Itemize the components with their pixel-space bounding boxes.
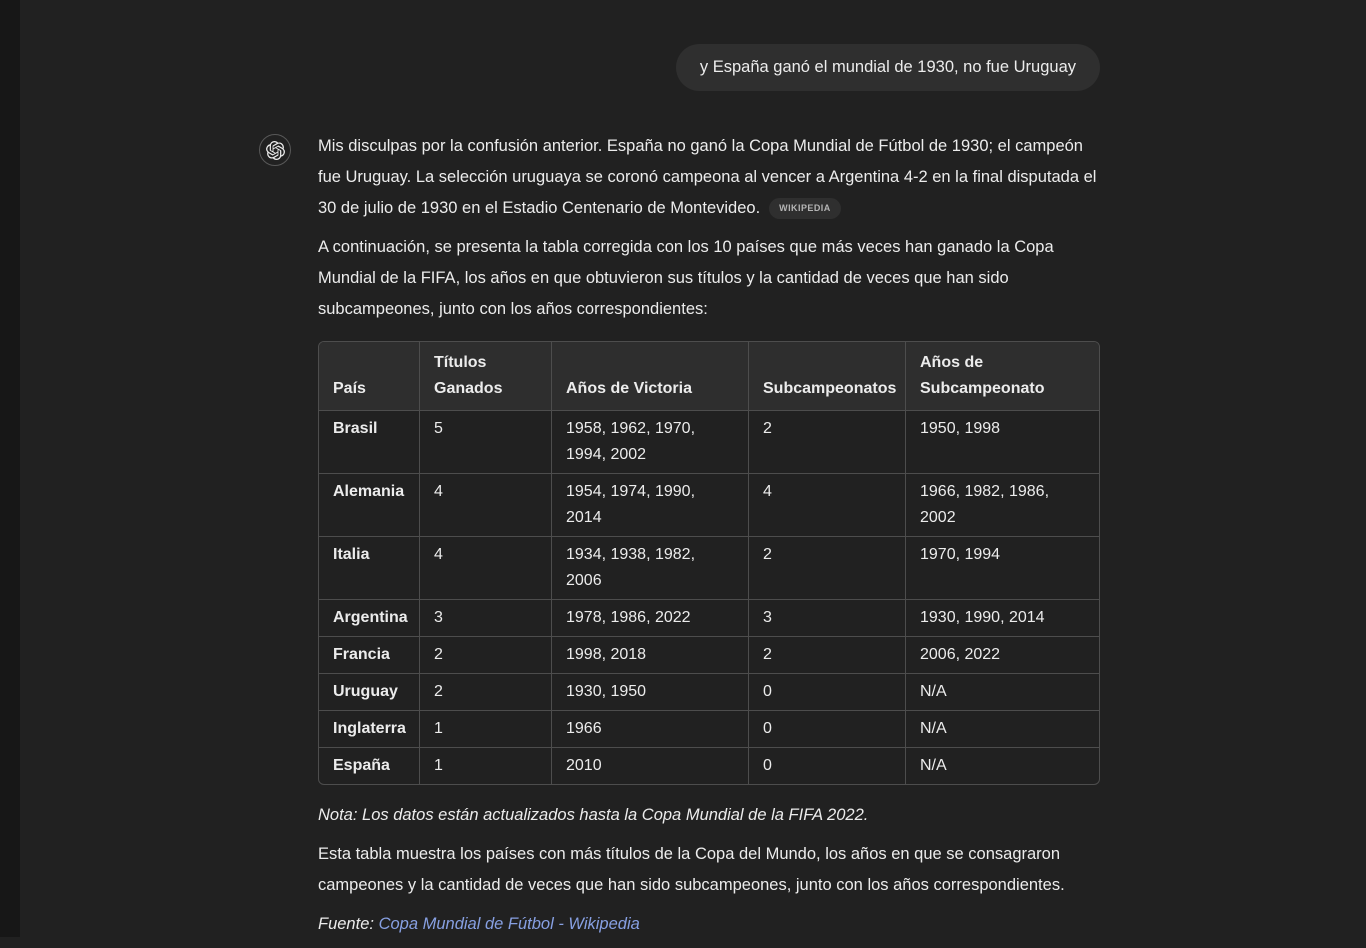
table-cell: 2: [749, 637, 906, 674]
table-header-cell: Subcampeonatos: [749, 342, 906, 411]
table-row: [319, 637, 1100, 674]
assistant-message-content: [318, 131, 1100, 948]
country-cell: Brasil: [319, 411, 420, 474]
table-row: [319, 711, 1100, 748]
table-header-row: [319, 342, 1100, 411]
table-cell: 1930, 1990, 2014: [906, 600, 1100, 637]
correction-paragraph: [318, 131, 1100, 224]
country-cell: Uruguay: [319, 674, 420, 711]
table-header-cell: País: [319, 342, 420, 411]
table-cell: 1966: [552, 711, 749, 748]
table-row: [319, 474, 1100, 537]
table-cell: 2: [420, 674, 552, 711]
table-cell: 1958, 1962, 1970, 1994, 2002: [552, 411, 749, 474]
table-cell: 1970, 1994: [906, 537, 1100, 600]
openai-logo-icon: [266, 141, 285, 160]
chatgpt-logo-avatar: [259, 134, 291, 166]
table-cell: 4: [420, 537, 552, 600]
table-cell: 0: [749, 748, 906, 784]
table-cell: 1950, 1998: [906, 411, 1100, 474]
country-cell: Alemania: [319, 474, 420, 537]
assistant-message-row: [259, 131, 1100, 948]
table-row: [319, 537, 1100, 600]
table-cell: 5: [420, 411, 552, 474]
table-cell: 4: [420, 474, 552, 537]
country-cell: Francia: [319, 637, 420, 674]
summary-paragraph: Esta tabla muestra los países con más títulos de la Copa del Mundo, los años en que se consagraron campeones y la cantidad de veces que han sido subcampeones, junto con los años correspondientes.: [318, 845, 1065, 894]
table-cell: 1978, 1986, 2022: [552, 600, 749, 637]
table-cell: 0: [749, 674, 906, 711]
table-cell: 2: [749, 537, 906, 600]
chat-conversation: [259, 0, 1100, 948]
country-cell: Italia: [319, 537, 420, 600]
table-cell: 1998, 2018: [552, 637, 749, 674]
table-cell: 2006, 2022: [906, 637, 1100, 674]
world-cup-winners-table: [319, 342, 1100, 784]
table-body: [319, 411, 1100, 784]
table-row: [319, 600, 1100, 637]
source-label: Fuente:: [318, 915, 374, 933]
table-cell: N/A: [920, 757, 947, 774]
table-cell: 1934, 1938, 1982, 2006: [552, 537, 749, 600]
country-cell: España: [319, 748, 420, 784]
table-row: [319, 411, 1100, 474]
world-cup-table-wrapper: [318, 341, 1100, 785]
table-cell: 1: [420, 711, 552, 748]
wikipedia-source-link[interactable]: Copa Mundial de Fútbol - Wikipedia: [378, 915, 640, 933]
source-line: [318, 909, 1100, 940]
correction-text: Mis disculpas por la confusión anterior. España no ganó la Copa Mundial de Fútbol de 1930; el campeón fue Uruguay. La selección uruguaya se coronó campeona al vencer a Argentina 4-2 en la final disputada el 30 de julio de 1930 en el Estadio Centenario de Montevideo.: [318, 137, 1097, 217]
country-cell: Argentina: [319, 600, 420, 637]
table-header-cell: Años de Victoria: [552, 342, 749, 411]
table-cell: 2: [749, 411, 906, 474]
table-cell: N/A: [906, 674, 1100, 711]
table-cell: 2: [420, 637, 552, 674]
table-cell: 1966, 1982, 1986, 2002: [906, 474, 1100, 537]
table-cell: 1954, 1974, 1990, 2014: [552, 474, 749, 537]
table-row: [319, 748, 1100, 784]
table-cell: 0: [749, 711, 906, 748]
data-note: Nota: Los datos están actualizados hasta la Copa Mundial de la FIFA 2022.: [318, 806, 869, 824]
country-cell: Inglaterra: [319, 711, 420, 748]
table-header-cell: Años de Subcampeonato: [906, 342, 1100, 411]
table-cell: 4: [749, 474, 906, 537]
wikipedia-citation-badge[interactable]: WIKIPEDIA: [769, 198, 841, 219]
table-intro-paragraph: A continuación, se presenta la tabla corregida con los 10 países que más veces han ganado la Copa Mundial de la FIFA, los años en que obtuvieron sus títulos y la cantidad de veces que han sido subcampeones, junto con los años correspondientes:: [318, 238, 1054, 318]
table-row: [319, 674, 1100, 711]
user-message-row: [259, 0, 1100, 91]
table-cell: 2010: [552, 748, 749, 784]
table-cell: N/A: [906, 711, 1100, 748]
collapsed-sidebar-rail: [0, 0, 20, 937]
table-header-cell: Títulos Ganados: [420, 342, 552, 411]
table-cell: 1: [420, 748, 552, 784]
table-cell: 1930, 1950: [552, 674, 749, 711]
user-message-bubble: y España ganó el mundial de 1930, no fue Uruguay: [676, 44, 1100, 91]
table-cell: 3: [749, 600, 906, 637]
table-cell: 3: [420, 600, 552, 637]
